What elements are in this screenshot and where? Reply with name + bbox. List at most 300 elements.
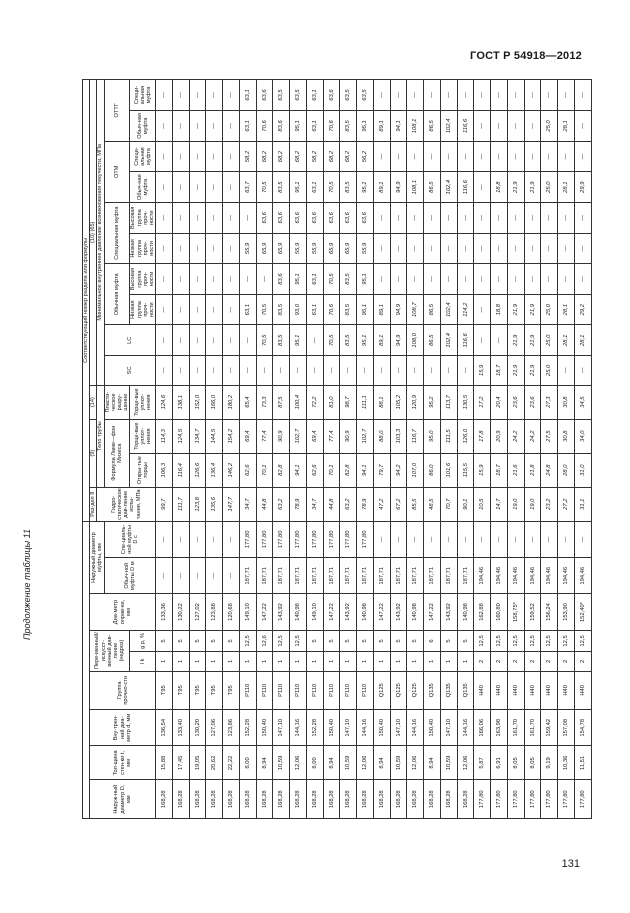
table-cell: 177,80 [340, 521, 357, 557]
table-cell: 95,1 [290, 172, 307, 203]
table-cell: 168,28 [390, 780, 407, 819]
table-cell: — [189, 80, 206, 111]
table-cell: — [172, 172, 189, 203]
table-row [357, 80, 374, 819]
table-cell: 5 [407, 630, 424, 652]
table-row [507, 80, 524, 819]
table-row [424, 80, 441, 819]
header-blank-left [83, 521, 90, 818]
table-cell: 187,71 [440, 558, 457, 594]
table-cell: 187,71 [424, 558, 441, 594]
table-cell: 111,5 [440, 419, 457, 453]
table-cell: 143,92 [390, 594, 407, 630]
table-cell: 10,59 [340, 746, 357, 780]
table-cell: — [390, 141, 407, 172]
table-cell: 168,28 [323, 780, 340, 819]
table-cell: 194,46 [474, 558, 491, 594]
table-cell: 78,9 [290, 487, 307, 521]
table-cell: — [156, 521, 173, 557]
table-cell: 187,71 [306, 558, 323, 594]
table-cell: — [407, 521, 424, 557]
table-cell: 1 [306, 652, 323, 671]
table-cell: — [440, 202, 457, 233]
table-cell: 103,3 [390, 419, 407, 453]
table-cell: 83,6 [273, 111, 290, 142]
table-cell: — [524, 111, 541, 142]
table-cell: 21,9 [524, 294, 541, 325]
table-cell: 149,10 [239, 594, 256, 630]
table-cell: 65,9 [256, 233, 273, 264]
table-cell: H40 [574, 671, 591, 710]
table-cell: — [558, 202, 575, 233]
table-cell: 123,86 [223, 710, 240, 746]
table-cell: 168,28 [189, 780, 206, 819]
table-cell: 63,5 [273, 80, 290, 111]
table-cell: 11,51 [574, 746, 591, 780]
table-cell: 63,7 [239, 172, 256, 203]
table-cell: — [156, 80, 173, 111]
table-cell: — [574, 521, 591, 557]
table-cell: — [541, 521, 558, 557]
table-cell: 83,5 [340, 325, 357, 356]
table-cell: 168,28 [290, 780, 307, 819]
table-cell: 28,1 [574, 325, 591, 356]
table-continuation-caption: Продолжение таблицы 11 [22, 528, 32, 640]
table-cell: 55,9 [357, 233, 374, 264]
table-cell: — [156, 558, 173, 594]
table-cell: 100,4 [290, 385, 307, 419]
table-cell: H40 [541, 671, 558, 710]
table-cell: — [223, 558, 240, 594]
table-cell: 102,4 [440, 294, 457, 325]
table-cell: 5 [206, 630, 223, 652]
table-cell: 63,6 [340, 202, 357, 233]
table-cell: — [457, 233, 474, 264]
table-cell: 21,9 [507, 294, 524, 325]
table-cell: 95,2 [424, 385, 441, 419]
table-cell: 123,88 [206, 594, 223, 630]
table-cell: 2 [558, 652, 575, 671]
table-row [323, 80, 340, 819]
table-cell: 68,2 [290, 141, 307, 172]
table-cell: — [407, 80, 424, 111]
table-cell: — [424, 264, 441, 295]
table-cell: — [474, 80, 491, 111]
table-row [189, 80, 206, 819]
table-cell: — [340, 356, 357, 386]
table-cell: 12,6 [256, 630, 273, 652]
table-cell: 28,1 [558, 294, 575, 325]
table-cell: 1 [373, 652, 390, 671]
table-cell: 31,1 [574, 487, 591, 521]
table-cell: 18,8 [491, 294, 508, 325]
table-cell: — [457, 141, 474, 172]
table-cell: 140,98 [290, 594, 307, 630]
table-cell: 5 [440, 630, 457, 652]
col-rupture: Пласти-ческое разру-шение [104, 385, 130, 419]
table-cell: — [373, 80, 390, 111]
table-row [256, 80, 273, 819]
table-cell: 150,40 [256, 710, 273, 746]
table-cell: 70,5 [256, 172, 273, 203]
table-cell: 124,6 [156, 385, 173, 419]
table-cell: P110 [357, 671, 374, 710]
table-row [390, 80, 407, 819]
table-cell: — [206, 294, 223, 325]
table-cell: 147,22 [424, 594, 441, 630]
table-cell: 187,71 [273, 558, 290, 594]
table-cell: 144,16 [457, 710, 474, 746]
table-cell: P110 [256, 671, 273, 710]
table-cell: — [474, 141, 491, 172]
table-cell: 2 [507, 652, 524, 671]
table-cell: 20,62 [206, 746, 223, 780]
table-cell: 149,10 [306, 594, 323, 630]
table-cell: 62,6 [239, 453, 256, 487]
table-cell: 126,6 [189, 453, 206, 487]
table-cell: 81,0 [323, 385, 340, 419]
col-section: Раз-дел 8 [90, 487, 97, 521]
table-cell: 9,19 [541, 746, 558, 780]
table-cell: 68,2 [323, 141, 340, 172]
table-cell: 70,5 [323, 172, 340, 203]
col-sc: SC [104, 356, 156, 386]
table-row [457, 80, 474, 819]
table-cell: — [306, 325, 323, 356]
table-cell: 5 [306, 630, 323, 652]
table-cell: 65,9 [323, 233, 340, 264]
table-cell: 12,06 [357, 746, 374, 780]
table-cell: 12,06 [407, 746, 424, 780]
table-cell: 1 [440, 652, 457, 671]
table-cell: 168,28 [440, 780, 457, 819]
table-cell: 153,90 [558, 594, 575, 630]
table-cell: — [491, 202, 508, 233]
table-cell: 12,5 [524, 630, 541, 652]
table-cell: 78,9 [357, 487, 374, 521]
table-cell: 143,92 [440, 594, 457, 630]
table-cell: — [189, 172, 206, 203]
table-cell: — [223, 294, 240, 325]
table-cell: — [541, 202, 558, 233]
col-capped: Торце-вые уплот-нения [130, 419, 156, 453]
table-cell: 21,9 [524, 172, 541, 203]
table-cell: 12,06 [457, 746, 474, 780]
table-cell: — [424, 521, 441, 557]
document-standard-header: ГОСТ Р 54918—2012 [470, 50, 582, 62]
table-cell: 63,1 [306, 111, 323, 142]
table-cell: 63,6 [256, 80, 273, 111]
table-cell: 63,6 [273, 202, 290, 233]
table-cell: 130,5 [457, 385, 474, 419]
table-cell: — [206, 233, 223, 264]
table-cell: 89,1 [373, 325, 390, 356]
table-cell: — [474, 233, 491, 264]
col-spec-coupling: Спе-циаль-ной муфты D с [104, 521, 156, 557]
table-cell: 5 [172, 630, 189, 652]
table-cell: 159,52 [524, 594, 541, 630]
table-cell: — [189, 294, 206, 325]
table-cell: — [223, 264, 240, 295]
table-row [524, 80, 541, 819]
table-cell: — [474, 202, 491, 233]
table-cell: — [474, 294, 491, 325]
col-rupture-capped: Торце-вые уплот-нения [130, 385, 156, 419]
table-cell: 1 [323, 652, 340, 671]
table-cell: 166,0 [206, 385, 223, 419]
table-cell: 8,94 [256, 746, 273, 780]
table-cell: — [290, 356, 307, 386]
table-cell: 130,20 [189, 710, 206, 746]
table-cell: 63,1 [306, 294, 323, 325]
table-cell: — [306, 356, 323, 386]
table-cell: 18,8 [491, 172, 508, 203]
table-cell: 5 [457, 630, 474, 652]
table-cell: 107,0 [407, 453, 424, 487]
table-cell: — [373, 264, 390, 295]
table-cell: 63,1 [239, 111, 256, 142]
table-cell: 70,1 [256, 453, 273, 487]
table-cell: 79,7 [373, 453, 390, 487]
col-body-of-pipe: Тело трубы [97, 385, 104, 487]
table-cell: 8,05 [507, 746, 524, 780]
col-open-end: Откры-тые торцы [130, 453, 156, 487]
table-cell: — [407, 356, 424, 386]
table-cell: — [172, 325, 189, 356]
table-cell: 168,28 [206, 780, 223, 819]
table-cell: — [507, 80, 524, 111]
table-row [223, 80, 240, 819]
col-otm-reg: Обыч-ная муфта [130, 172, 156, 203]
table-cell: 69,4 [306, 419, 323, 453]
table-cell: Q135 [457, 671, 474, 710]
table-cell: 177,80 [323, 521, 340, 557]
table-row [172, 80, 189, 819]
table-cell: — [189, 356, 206, 386]
table-cell: — [172, 202, 189, 233]
table-cell: 94,2 [390, 453, 407, 487]
table-cell: P110 [306, 671, 323, 710]
table-cell: 120,68 [223, 594, 240, 630]
table-cell: — [206, 264, 223, 295]
table-cell: 19,0 [507, 487, 524, 521]
table-cell: 18,7 [491, 453, 508, 487]
table-cell: 134,7 [189, 419, 206, 453]
table-cell: 94,1 [357, 453, 374, 487]
table-cell: — [223, 172, 240, 203]
table-cell: 8,00 [239, 746, 256, 780]
table-cell: 130,22 [172, 594, 189, 630]
table-cell: 25,0 [541, 356, 558, 386]
table-cell: — [474, 172, 491, 203]
table-cell: — [206, 356, 223, 386]
table-cell: 161,70 [507, 710, 524, 746]
table-cell: 83,5 [273, 294, 290, 325]
table-cell: 113,7 [440, 385, 457, 419]
table-cell: 102,7 [357, 419, 374, 453]
table-cell: 8,05 [524, 746, 541, 780]
table-cell: Q125 [390, 671, 407, 710]
table-cell: 55,9 [306, 233, 323, 264]
table-cell: 12,5 [474, 630, 491, 652]
rotated-table-container [82, 79, 592, 819]
table-cell: — [524, 80, 541, 111]
table-cell: 70,6 [323, 111, 340, 142]
table-cell: — [373, 356, 390, 386]
table-cell: 86,5 [424, 294, 441, 325]
table-cell: P110 [323, 671, 340, 710]
table-cell: — [507, 111, 524, 142]
table-cell: 5 [223, 630, 240, 652]
table-cell: 194,46 [524, 558, 541, 594]
table-cell: 83,6 [273, 264, 290, 295]
table-cell: 27,2 [558, 487, 575, 521]
table-cell: — [223, 325, 240, 356]
table-cell: — [172, 521, 189, 557]
table-cell: 147,22 [373, 594, 390, 630]
table-cell: — [574, 264, 591, 295]
table-cell: 23,6 [524, 385, 541, 419]
table-cell: 30,8 [558, 385, 575, 419]
table-cell: 8,94 [323, 746, 340, 780]
table-cell: 20,9 [491, 419, 508, 453]
table-cell: 168,28 [457, 780, 474, 819]
table-cell: 31,0 [574, 453, 591, 487]
table-cell: 55,9 [290, 233, 307, 264]
table-cell: — [574, 202, 591, 233]
table-cell: — [189, 111, 206, 142]
table-cell: 111,7 [172, 487, 189, 521]
table-cell: — [206, 141, 223, 172]
page-number: 131 [561, 858, 580, 870]
table-cell: 152,28 [306, 710, 323, 746]
table-cell: 25,0 [541, 172, 558, 203]
table-cell: 63,1 [306, 80, 323, 111]
table-cell: 101,6 [440, 453, 457, 487]
table-cell: 93,0 [290, 294, 307, 325]
col-otm-spec: Специ-альная муфта [130, 141, 156, 172]
table-cell: — [172, 233, 189, 264]
table-cell: — [524, 233, 541, 264]
table-cell: — [206, 172, 223, 203]
table-cell: 83,5 [273, 325, 290, 356]
table-cell: 89,1 [373, 111, 390, 142]
table-cell: 168,28 [223, 780, 240, 819]
table-cell: 29,9 [574, 172, 591, 203]
table-cell: 65,4 [239, 385, 256, 419]
table-cell: 63,6 [357, 202, 374, 233]
table-cell: — [558, 233, 575, 264]
table-cell: — [424, 233, 441, 264]
table-cell: 108,7 [407, 294, 424, 325]
table-cell: P110 [340, 671, 357, 710]
table-cell: — [189, 521, 206, 557]
table-cell: 94,1 [290, 453, 307, 487]
table-cell: — [541, 264, 558, 295]
table-cell: 89,1 [373, 294, 390, 325]
table-cell: — [189, 325, 206, 356]
table-cell: — [541, 233, 558, 264]
table-cell: — [156, 325, 173, 356]
table-cell: — [223, 141, 240, 172]
table-cell: — [524, 202, 541, 233]
table-cell: 187,71 [256, 558, 273, 594]
table-cell: 1 [457, 652, 474, 671]
table-cell: 1 [223, 652, 240, 671]
table-cell: 95,1 [357, 294, 374, 325]
table-cell: T95 [156, 671, 173, 710]
table-cell: 10,59 [273, 746, 290, 780]
table-cell: 69,4 [239, 419, 256, 453]
table-cell: 187,71 [239, 558, 256, 594]
col-otts-reg: Обыч-ная муфта [130, 111, 156, 142]
table-cell: 168,28 [239, 780, 256, 819]
table-cell: 143,92 [273, 594, 290, 630]
table-cell: 177,80 [357, 521, 374, 557]
col-mip: Минимальное внутреннее давление возникновения текучести, МПа [97, 80, 104, 386]
table-cell: 27,5 [541, 419, 558, 453]
table-cell: 99,7 [156, 487, 173, 521]
table-cell: — [239, 202, 256, 233]
table-cell: 90,9 [340, 419, 357, 453]
table-cell: P110 [290, 671, 307, 710]
table-cell: 12,5 [239, 630, 256, 652]
table-cell: — [156, 141, 173, 172]
table-cell: 83,5 [273, 172, 290, 203]
table-row [541, 80, 558, 819]
table-cell: — [407, 233, 424, 264]
table-cell: 1 [390, 652, 407, 671]
col-wt: Тол-щина стен-ки t, мм [90, 746, 156, 780]
table-cell: — [558, 356, 575, 386]
table-cell: 22,22 [223, 746, 240, 780]
table-cell: H40 [491, 671, 508, 710]
table-cell: 90,1 [457, 487, 474, 521]
table-cell: 146,2 [223, 453, 240, 487]
table-row [574, 80, 591, 819]
table-cell: 21,9 [507, 356, 524, 386]
table-cell: 18,7 [491, 356, 508, 386]
table-cell: — [172, 356, 189, 386]
table-cell: 152,40* [574, 594, 591, 630]
table-cell: — [574, 111, 591, 142]
table-cell: 154,78 [574, 710, 591, 746]
table-cell: — [156, 356, 173, 386]
table-cell: 1 [424, 652, 441, 671]
table-cell: H40 [558, 671, 575, 710]
table-cell: Q135 [424, 671, 441, 710]
table-cell: 90,9 [273, 419, 290, 453]
table-cell: — [156, 233, 173, 264]
table-cell: 88,1 [373, 385, 390, 419]
table-cell: 124,5 [172, 419, 189, 453]
table-cell: — [206, 80, 223, 111]
table-cell: — [440, 264, 457, 295]
table-cell: 177,80 [306, 521, 323, 557]
table-cell: 5 [340, 630, 357, 652]
table-cell: T95 [206, 671, 223, 710]
table-cell: — [491, 521, 508, 557]
table-cell: 102,7 [290, 419, 307, 453]
table-cell: 94,9 [390, 325, 407, 356]
table-cell: 133,40 [172, 710, 189, 746]
table-cell: 2 [474, 652, 491, 671]
table-cell: 63,1 [239, 294, 256, 325]
table-cell: H40 [524, 671, 541, 710]
table-cell: 86,5 [424, 111, 441, 142]
table-cell: — [474, 325, 491, 356]
table-cell: 115,5 [457, 453, 474, 487]
